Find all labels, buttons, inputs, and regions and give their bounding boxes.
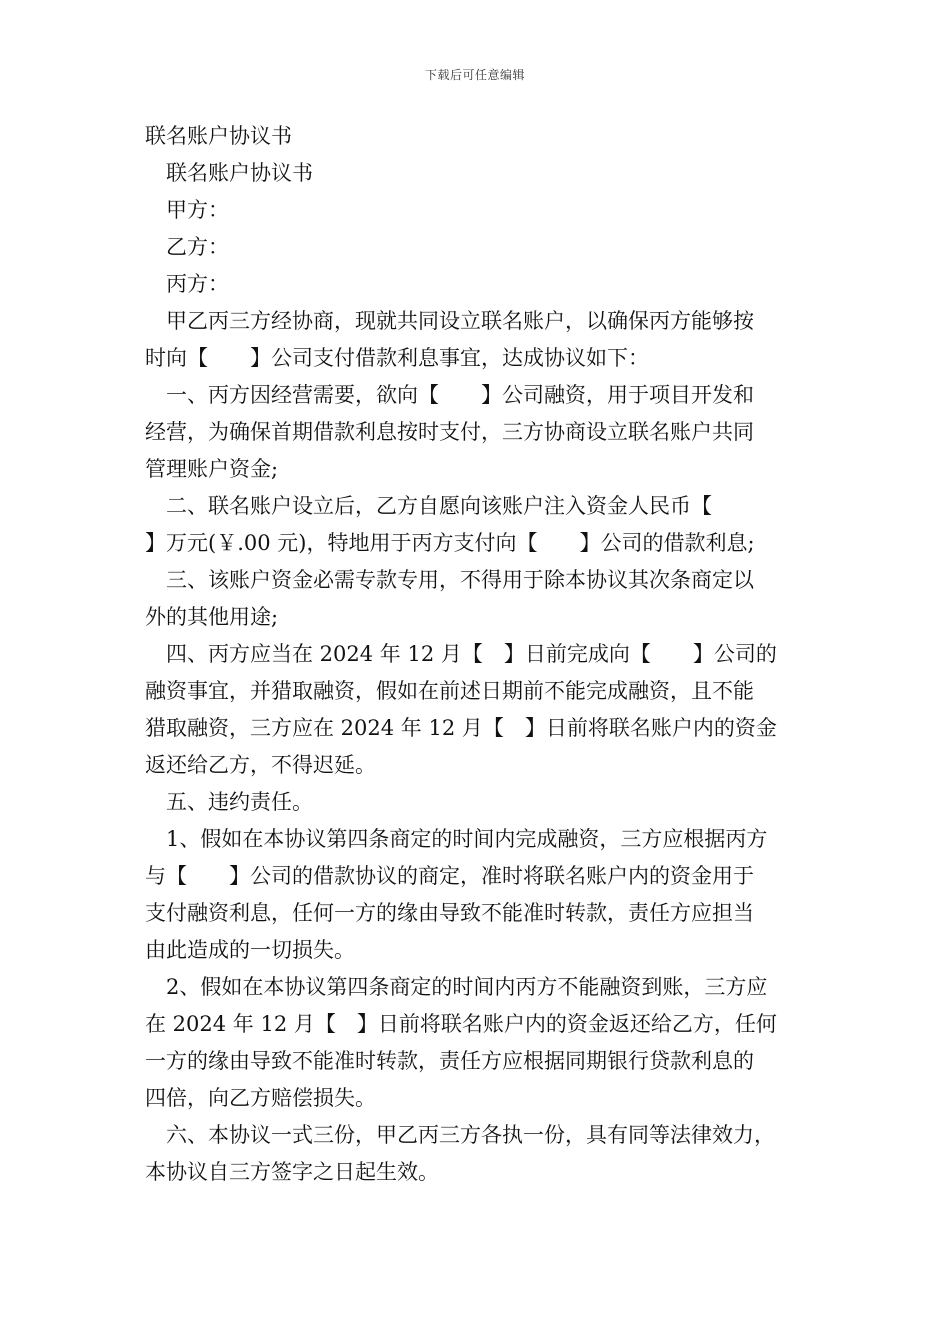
- header-note: 下载后可任意编辑: [424, 68, 525, 82]
- clause-5-2-line-2: 在 2024 年 12 月【 】日前将联名账户内的资金返还给乙方，任何: [145, 1012, 777, 1036]
- clause-2-line-1: 二、联名账户设立后，乙方自愿向该账户注入资金人民币【: [145, 494, 712, 518]
- clause-6-line-1: 六、本协议一式三份，甲乙丙三方各执一份，具有同等法律效力，: [145, 1123, 775, 1147]
- clause-5-2-line-4: 四倍，向乙方赔偿损失。: [145, 1086, 376, 1110]
- party-b-label: 乙方：: [145, 235, 229, 259]
- clause-5-1-line-1: 1、假如在本协议第四条商定的时间内完成融资，三方应根据丙方: [145, 827, 768, 851]
- intro-line-2: 时向【 】公司支付借款利息事宜，达成协议如下：: [145, 346, 649, 370]
- clause-5-heading: 五、违约责任。: [145, 790, 313, 814]
- clause-5-2-line-3: 一方的缘由导致不能准时转款，责任方应根据同期银行贷款利息的: [145, 1049, 754, 1073]
- clause-4-line-2: 融资事宜，并猎取融资，假如在前述日期前不能完成融资，且不能: [145, 679, 754, 703]
- clause-5-2-line-1: 2、假如在本协议第四条商定的时间内丙方不能融资到账，三方应: [145, 975, 768, 999]
- intro-line-1: 甲乙丙三方经协商，现就共同设立联名账户，以确保丙方能够按: [145, 309, 754, 333]
- clause-5-1-line-3: 支付融资利息，任何一方的缘由导致不能准时转款，责任方应担当: [145, 901, 754, 925]
- clause-1-line-1: 一、丙方因经营需要，欲向【 】公司融资，用于项目开发和: [145, 383, 754, 407]
- clause-4-line-3: 猎取融资，三方应在 2024 年 12 月【 】日前将联名账户内的资金: [145, 716, 777, 740]
- clause-1-line-3: 管理账户资金;: [145, 457, 279, 481]
- clause-3-line-1: 三、该账户资金必需专款专用，不得用于除本协议其次条商定以: [145, 568, 754, 592]
- party-c-label: 丙方：: [145, 272, 229, 296]
- clause-4-line-4: 返还给乙方，不得迟延。: [145, 753, 376, 777]
- clause-6-line-2: 本协议自三方签字之日起生效。: [145, 1160, 439, 1184]
- clause-2-line-2: 】万元(￥.00 元)，特地用于丙方支付向【 】公司的借款利息;: [145, 531, 755, 555]
- clause-4-line-1: 四、丙方应当在 2024 年 12 月【 】日前完成向【 】公司的: [145, 642, 777, 666]
- clause-3-line-2: 外的其他用途;: [145, 605, 279, 629]
- document-title: 联名账户协议书: [145, 124, 292, 148]
- agreement-heading: 联名账户协议书: [145, 161, 313, 185]
- document-body: [145, 118, 810, 1191]
- clause-5-1-line-2: 与【 】公司的借款协议的商定，准时将联名账户内的资金用于: [145, 864, 754, 888]
- clause-5-1-line-4: 由此造成的一切损失。: [145, 938, 355, 962]
- clause-1-line-2: 经营，为确保首期借款利息按时支付，三方协商设立联名账户共同: [145, 420, 754, 444]
- party-a-label: 甲方：: [145, 198, 229, 222]
